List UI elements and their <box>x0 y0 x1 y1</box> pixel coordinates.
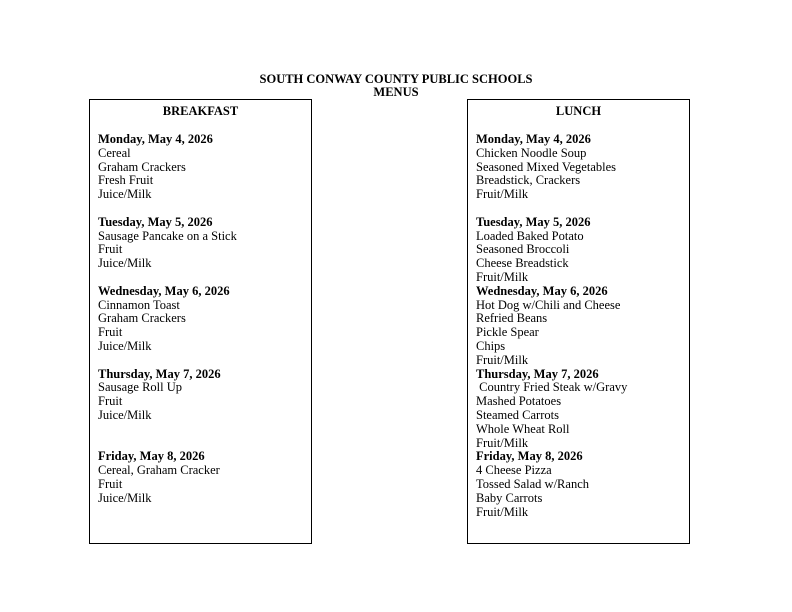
day-title: Tuesday, May 5, 2026 <box>98 214 213 229</box>
menu-item: Fruit/Milk <box>476 504 529 519</box>
document-subtitle: MENUS <box>373 85 419 99</box>
day-title: Wednesday, May 6, 2026 <box>476 283 608 298</box>
menu-item: Refried Beans <box>476 311 548 326</box>
breakfast-menu-box <box>89 99 312 544</box>
menu-item: Hot Dog w/Chili and Cheese <box>476 297 621 312</box>
menu-item: Mashed Potatoes <box>476 394 562 409</box>
breakfast-day-tuesday <box>98 216 307 271</box>
menu-item: Sausage Roll Up <box>98 380 183 395</box>
lunch-days <box>476 133 685 519</box>
menu-item: Loaded Baked Potato <box>476 228 584 243</box>
menu-item: Graham Crackers <box>98 311 186 326</box>
breakfast-heading: BREAKFAST <box>162 104 239 118</box>
menu-item: Juice/Milk <box>98 187 152 202</box>
menu-item: Fruit <box>98 325 123 340</box>
menu-item: Juice/Milk <box>98 407 152 422</box>
menu-item: Fruit <box>98 394 123 409</box>
menu-item: Cereal <box>98 145 131 160</box>
lunch-day-friday <box>476 450 685 519</box>
menu-item: Fresh Fruit <box>98 173 154 188</box>
menu-item: Whole Wheat Roll <box>476 421 570 436</box>
menu-item: Sausage Pancake on a Stick <box>98 228 237 243</box>
menu-item: Breadstick, Crackers <box>476 173 581 188</box>
menu-item: Cinnamon Toast <box>98 297 180 312</box>
menu-item: Fruit/Milk <box>476 352 529 367</box>
day-title: Friday, May 8, 2026 <box>98 449 205 464</box>
menu-item: Graham Crackers <box>98 159 186 174</box>
lunch-day-wednesday <box>476 285 685 368</box>
menu-item: Baby Carrots <box>476 490 543 505</box>
day-title: Tuesday, May 5, 2026 <box>476 214 591 229</box>
menu-item: Tossed Salad w/Ranch <box>476 476 589 491</box>
breakfast-day-thursday <box>98 368 307 423</box>
menu-item: Fruit/Milk <box>476 269 529 284</box>
breakfast-days <box>98 133 307 519</box>
day-title: Wednesday, May 6, 2026 <box>98 283 230 298</box>
menu-item: 4 Cheese Pizza <box>476 463 552 478</box>
lunch-day-tuesday <box>476 216 685 285</box>
menu-item: Chicken Noodle Soup <box>476 145 587 160</box>
lunch-day-thursday <box>476 368 685 451</box>
lunch-menu-box <box>467 99 690 544</box>
document-title: SOUTH CONWAY COUNTY PUBLIC SCHOOLS <box>259 72 533 86</box>
menu-item: Chips <box>476 338 506 353</box>
menu-item: Juice/Milk <box>98 338 152 353</box>
menu-item: Fruit <box>98 242 123 257</box>
lunch-day-monday <box>476 133 685 202</box>
menu-item: Cheese Breadstick <box>476 256 569 271</box>
menu-item: Fruit/Milk <box>476 435 529 450</box>
menu-item: Pickle Spear <box>476 325 539 340</box>
menu-item: Fruit/Milk <box>476 187 529 202</box>
menu-item: Fruit <box>98 476 123 491</box>
menu-item: Steamed Carrots <box>476 407 559 422</box>
lunch-heading: LUNCH <box>555 104 602 118</box>
day-title: Friday, May 8, 2026 <box>476 449 583 464</box>
breakfast-day-monday <box>98 133 307 202</box>
breakfast-day-friday <box>98 450 307 505</box>
day-title: Thursday, May 7, 2026 <box>476 366 599 381</box>
menu-item: Juice/Milk <box>98 490 152 505</box>
menu-item: Seasoned Broccoli <box>476 242 570 257</box>
menu-item: Juice/Milk <box>98 256 152 271</box>
menu-item: Country Fried Steak w/Gravy <box>476 380 628 395</box>
menu-item: Cereal, Graham Cracker <box>98 463 220 478</box>
breakfast-day-wednesday <box>98 285 307 354</box>
day-title: Monday, May 4, 2026 <box>98 132 213 146</box>
menu-item: Seasoned Mixed Vegetables <box>476 159 617 174</box>
day-title: Monday, May 4, 2026 <box>476 132 591 146</box>
day-title: Thursday, May 7, 2026 <box>98 366 221 381</box>
